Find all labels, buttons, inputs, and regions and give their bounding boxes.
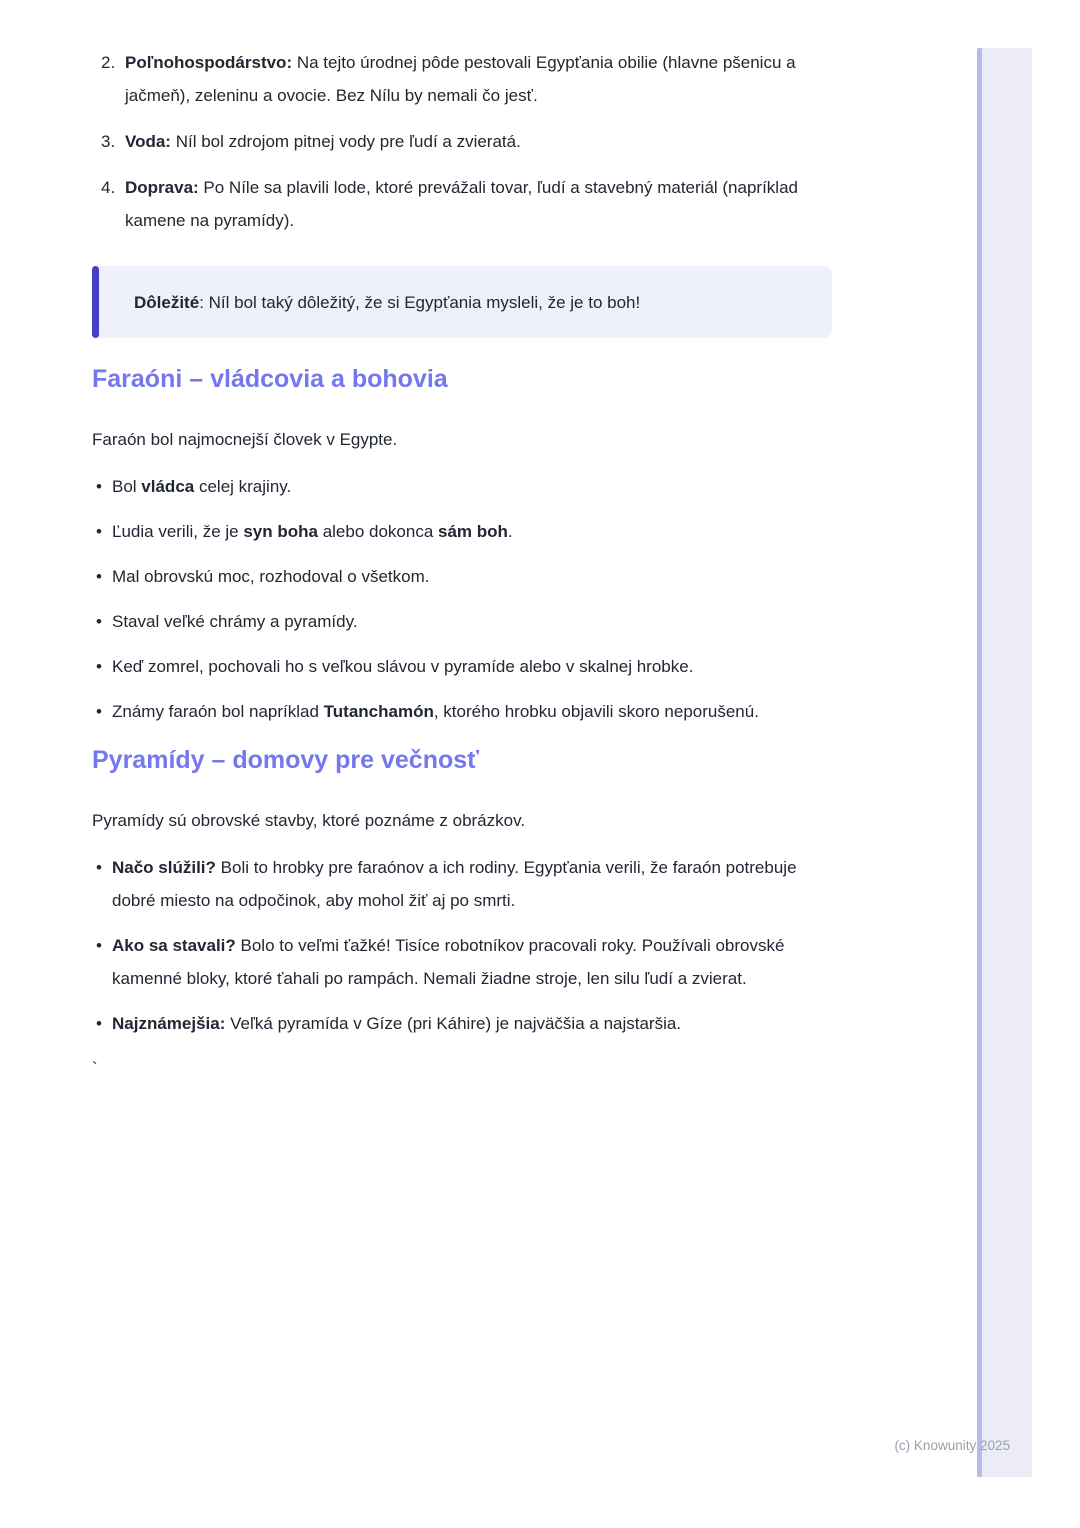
nile-numbered-list: [92, 46, 832, 237]
important-callout: [92, 266, 832, 338]
numbered-item-transport: [92, 171, 832, 237]
bullet-marker: •: [96, 1014, 102, 1033]
list-number: 3.: [101, 132, 116, 151]
pharaohs-bullet-list: [92, 470, 832, 728]
list-item-text: [125, 46, 832, 112]
bullet-marker: •: [96, 567, 102, 586]
list-item-text: [125, 125, 832, 158]
numbered-item-agriculture: [92, 46, 832, 112]
bullet-item: [92, 1007, 832, 1040]
pyramids-bullet-list: [92, 851, 832, 1040]
list-item-text: [125, 171, 832, 237]
bullet-item: [92, 929, 832, 995]
bullet-text: Najznámejšia: Veľká pyramída v Gíze (pri Káhire) je najväčšia a najstaršia.: [112, 1014, 682, 1033]
bullet-marker: •: [96, 702, 102, 721]
bullet-marker: •: [96, 936, 102, 955]
bullet-marker: •: [96, 612, 102, 631]
bullet-item: [92, 560, 832, 593]
list-item-lead: Poľnohospodárstvo:: [125, 53, 293, 72]
list-item-lead: Doprava:: [125, 178, 199, 197]
callout-text: [134, 286, 808, 319]
bullet-marker: •: [96, 522, 102, 541]
list-item-body: Níl bol zdrojom pitnej vody pre ľudí a zvieratá.: [170, 132, 521, 151]
stray-backtick: `: [92, 1059, 98, 1078]
bullet-item: [92, 851, 832, 917]
bullet-text: Načo slúžili? Boli to hrobky pre faraónov a ich rodiny. Egypťania verili, že faraón potrebuje dobré miesto na odpočinok, aby mohol žiť aj po smrti.: [112, 858, 797, 910]
list-item-lead: Voda:: [125, 132, 171, 151]
bullet-text: Keď zomrel, pochovali ho s veľkou slávou v pyramíde alebo v skalnej hrobke.: [112, 657, 694, 676]
bullet-text: Ľudia verili, že je syn boha alebo dokonca sám boh.: [112, 522, 513, 541]
section-heading-pyramids: Pyramídy – domovy pre večnosť: [92, 746, 480, 774]
numbered-item-water: [92, 125, 832, 158]
document-content: [92, 46, 832, 1085]
list-number: 4.: [101, 178, 116, 197]
list-number: 2.: [101, 53, 116, 72]
bullet-text: Staval veľké chrámy a pyramídy.: [112, 612, 358, 631]
bullet-item: [92, 650, 832, 683]
page-margin-strip: [977, 48, 1032, 1477]
callout-label: Dôležité: [134, 293, 200, 312]
copyright-footer: (c) Knowunity 2025: [894, 1438, 1010, 1453]
bullet-item: [92, 695, 832, 728]
list-item-body: Po Níle sa plavili lode, ktoré prevážali tovar, ľudí a stavebný materiál (napríklad kamene na pyramídy).: [125, 178, 798, 230]
bullet-marker: •: [96, 657, 102, 676]
bullet-marker: •: [96, 477, 102, 496]
section-heading-pharaohs: Faraóni – vládcovia a bohovia: [92, 365, 448, 393]
callout-body: : Níl bol taký dôležitý, že si Egypťania mysleli, že je to boh!: [199, 293, 641, 312]
bullet-text: Známy faraón bol napríklad Tutanchamón, ktorého hrobku objavili skoro neporušenú.: [112, 702, 759, 721]
bullet-item: [92, 470, 832, 503]
bullet-text: Ako sa stavali? Bolo to veľmi ťažké! Tisíce robotníkov pracovali roky. Používali obrovské kamenné bloky, ktoré ťahali po rampách. Nemali žiadne stroje, len silu ľudí a zvierat.: [112, 936, 785, 988]
pharaohs-intro: Faraón bol najmocnejší človek v Egypte.: [92, 430, 398, 449]
bullet-marker: •: [96, 858, 102, 877]
bullet-item: [92, 605, 832, 638]
bullet-text: Bol vládca celej krajiny.: [112, 477, 292, 496]
bullet-text: Mal obrovskú moc, rozhodoval o všetkom.: [112, 567, 430, 586]
pyramids-intro: Pyramídy sú obrovské stavby, ktoré poznáme z obrázkov.: [92, 811, 526, 830]
bullet-item: [92, 515, 832, 548]
callout-accent-bar: [92, 266, 99, 338]
list-item-body: Na tejto úrodnej pôde pestovali Egypťania obilie (hlavne pšenicu a jačmeň), zeleninu a ovocie. Bez Nílu by nemali čo jesť.: [125, 53, 796, 105]
